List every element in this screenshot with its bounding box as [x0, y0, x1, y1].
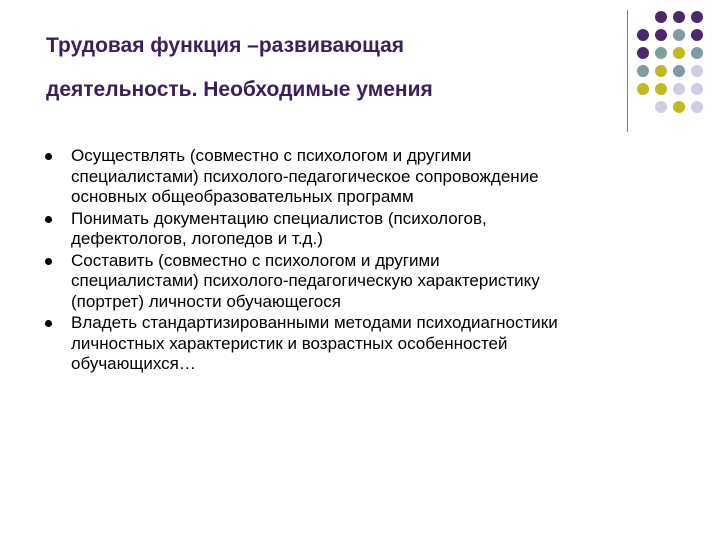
decorative-dot: [673, 47, 685, 59]
bullet-text: [71, 251, 685, 313]
bullet-dot-icon: [45, 258, 52, 265]
title-line: Трудовая функция –развивающая: [46, 34, 405, 57]
bullet-line: Владеть стандартизированными методами психодиагностики: [71, 313, 558, 332]
bullet-text: [71, 313, 685, 375]
bullet-item: [45, 251, 685, 313]
bullet-line: Осуществлять (совместно с психологом и другими: [71, 146, 472, 165]
bullet-line: Понимать документацию специалистов (психологов,: [71, 208, 487, 228]
bullet-line: специалистами) психолого-педагогическую характеристику: [71, 271, 540, 290]
decorative-dot: [655, 65, 667, 77]
bullet-line: обучающихся…: [71, 354, 196, 373]
bullet-dot-icon: [45, 153, 52, 160]
decorative-dot: [673, 101, 685, 113]
bullet-line: дефектологов, логопедов и т.д.): [71, 229, 323, 248]
decorative-dot: [691, 65, 703, 77]
decorative-dot: [691, 11, 703, 23]
bullet-item: [45, 146, 685, 208]
decorative-dot: [673, 11, 685, 23]
decorative-dot: [637, 29, 649, 41]
bullet-text: [71, 146, 685, 208]
decorative-dot: [691, 101, 703, 113]
decorative-dot: [691, 29, 703, 41]
decorative-dot: [673, 65, 685, 77]
bullet-item: [45, 313, 685, 375]
decorative-dot: [655, 11, 667, 23]
decorative-dot: [691, 83, 703, 95]
decorative-dot: [655, 83, 667, 95]
bullet-dot-icon: [45, 320, 52, 327]
decorative-dot: [655, 29, 667, 41]
decorative-dot: [655, 101, 667, 113]
decorative-dot: [691, 47, 703, 59]
decorative-dot: [673, 29, 685, 41]
bullet-line: (портрет) личности обучающегося: [71, 291, 341, 311]
decorative-dot: [655, 47, 667, 59]
decorative-dot: [637, 83, 649, 95]
bullet-line: личностных характеристик и возрастных особенностей: [71, 333, 508, 353]
bullet-list: [45, 146, 685, 376]
bullet-text: [71, 209, 685, 250]
decorative-dot: [637, 65, 649, 77]
bullet-line: специалистами) психолого-педагогическое сопровождение: [71, 166, 539, 186]
decorative-dot-grid: [637, 11, 720, 121]
bullet-line: Составить (совместно с психологом и другими: [71, 250, 440, 270]
decorative-divider: [627, 10, 628, 132]
bullet-line: основных общеобразовательных программ: [71, 187, 414, 206]
decorative-dot: [637, 47, 649, 59]
slide-title: [46, 24, 606, 112]
bullet-dot-icon: [45, 216, 52, 223]
bullet-item: [45, 209, 685, 250]
title-line: деятельность. Необходимые умения: [46, 78, 433, 101]
decorative-dot: [673, 83, 685, 95]
